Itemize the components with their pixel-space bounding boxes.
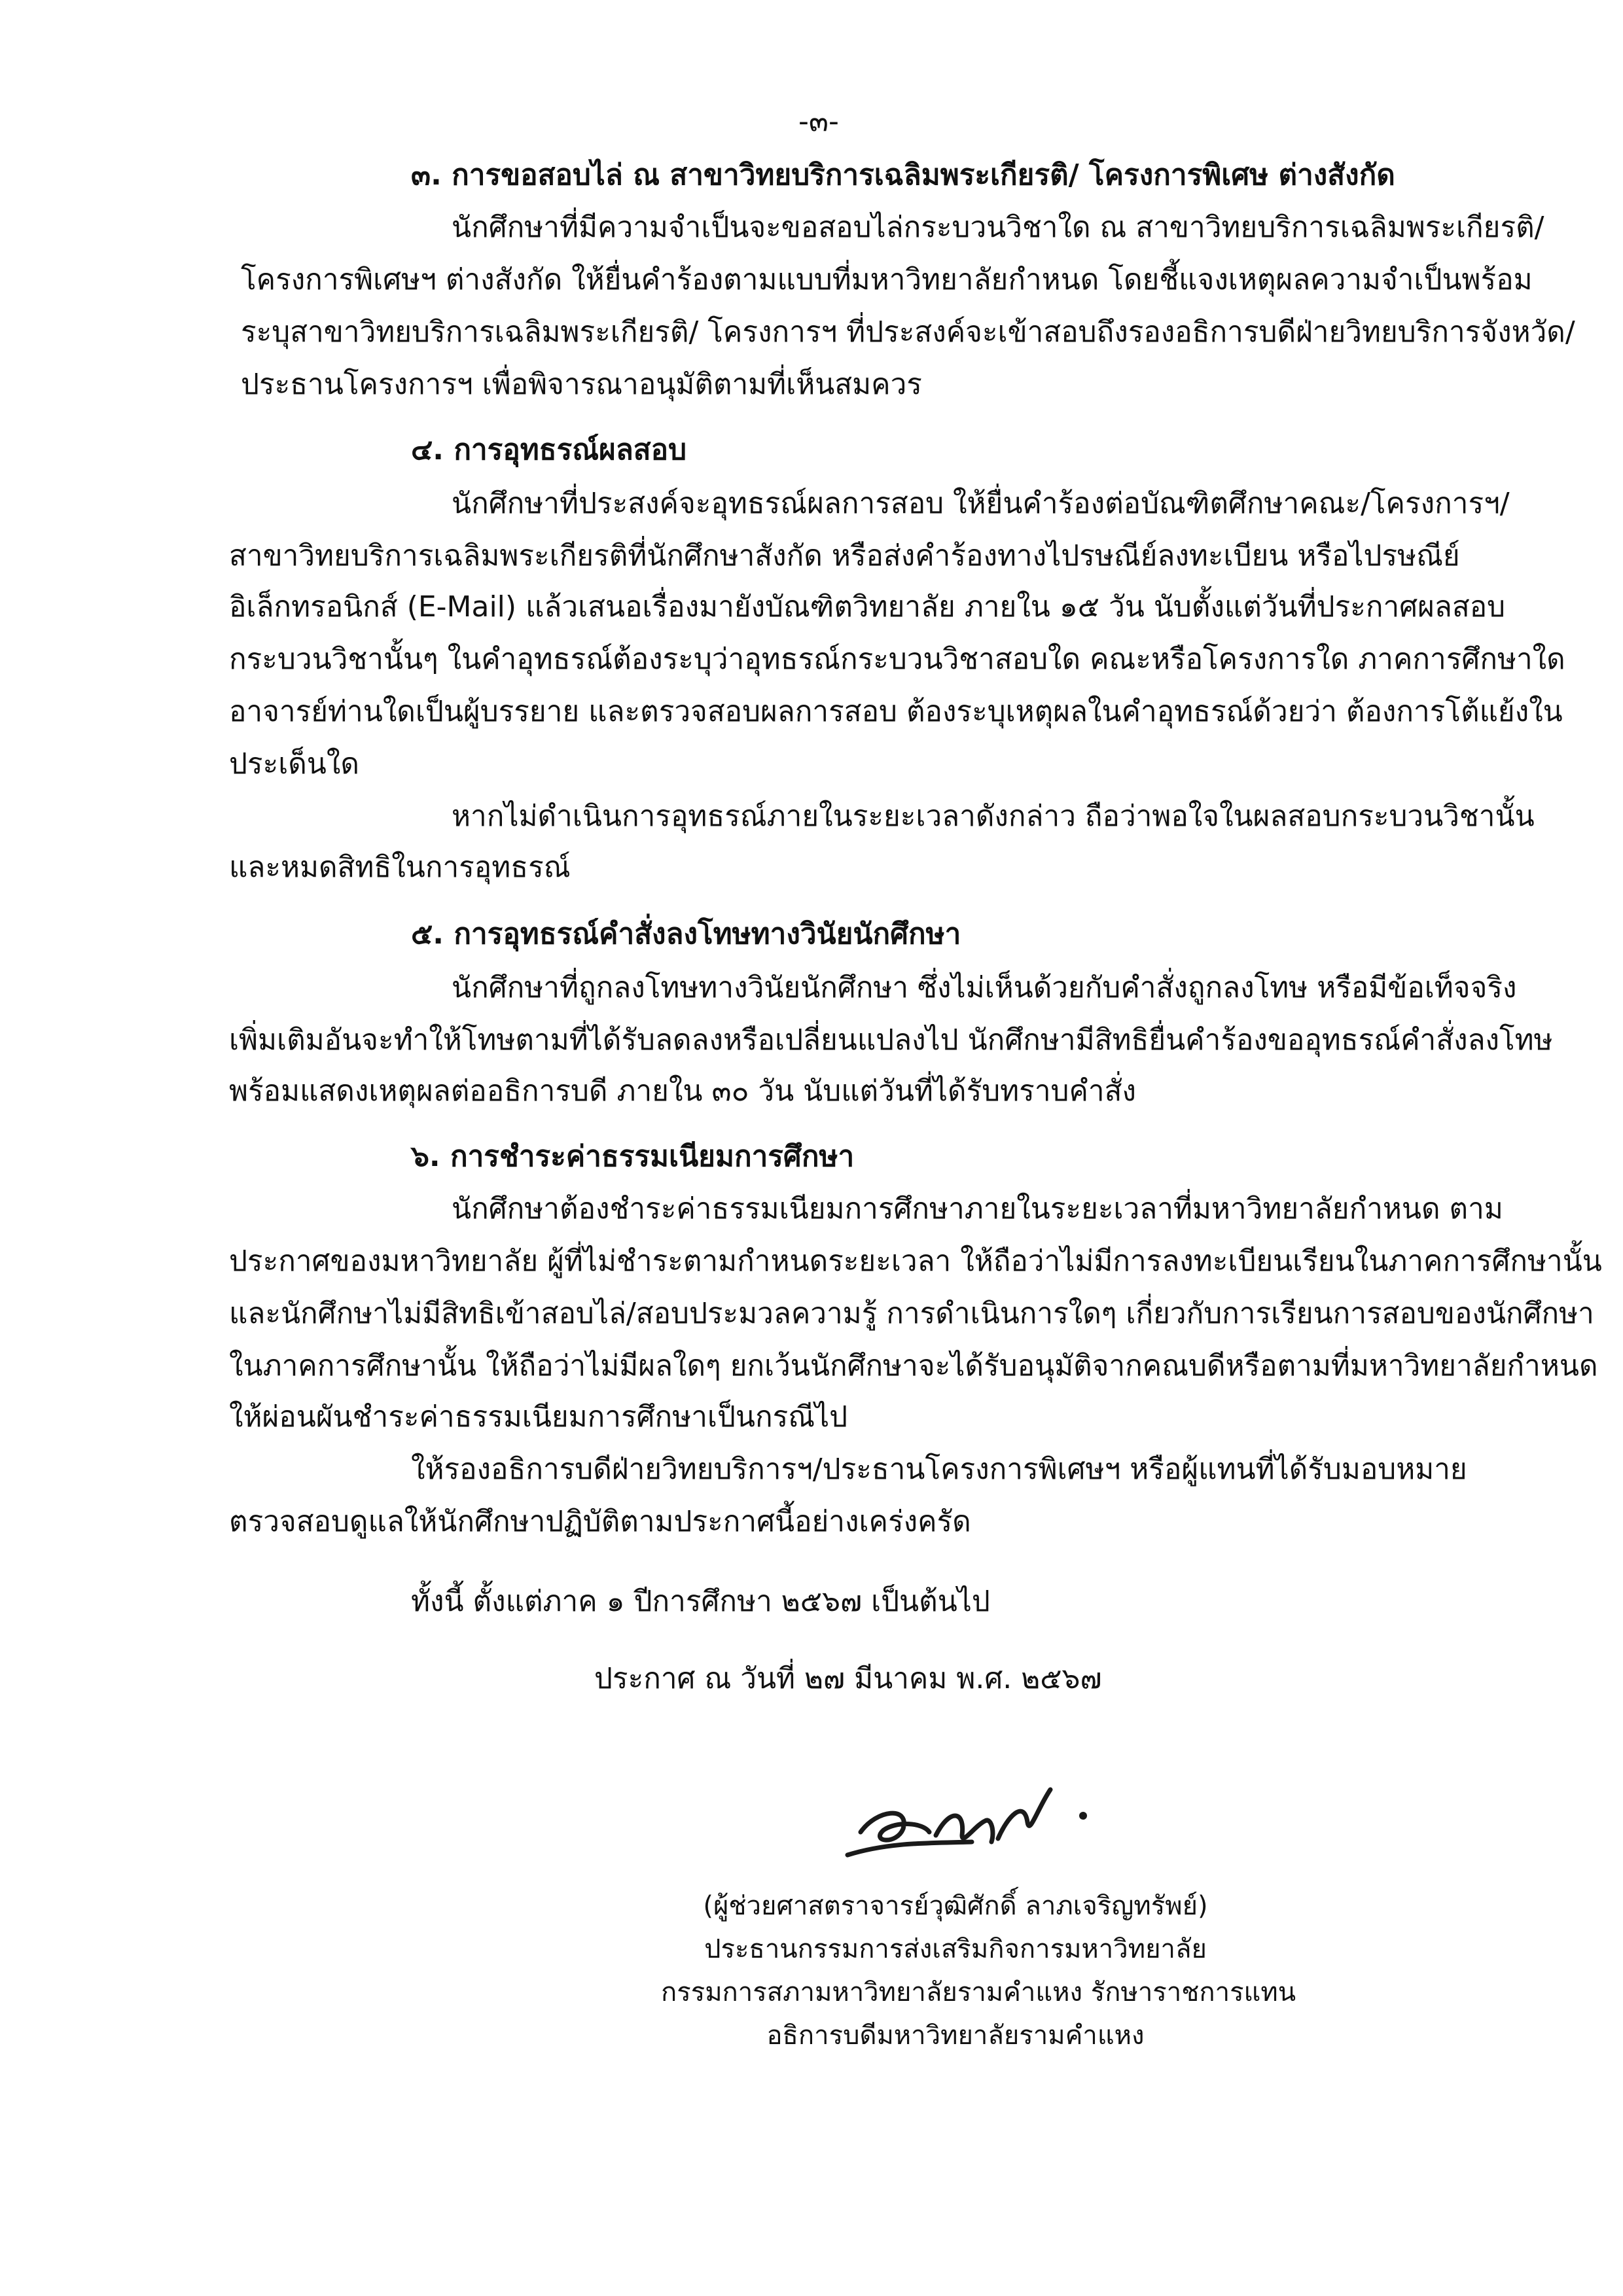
signatory-position-2: กรรมการสภามหาวิทยาลัยรามคำแหง รักษาราชการแทน — [661, 1977, 1296, 2007]
section5-line-2: เพิ่มเติมอันจะทำให้โทษตามที่ได้รับลดลงหรือเปลี่ยนแปลงไป นักศึกษามีสิทธิยื่นคำร้องขออุทธรณ์คำสั่งลงโทษ — [229, 1023, 1553, 1057]
handwritten-signature — [831, 1770, 1126, 1868]
section6-line-1: นักศึกษาต้องชำระค่าธรรมเนียมการศึกษาภายในระยะเวลาที่มหาวิทยาลัยกำหนด ตาม — [452, 1192, 1503, 1226]
section4-line-8: และหมดสิทธิในการอุทธรณ์ — [229, 851, 571, 884]
signatory-block — [661, 1884, 1296, 2057]
section5-line-1: นักศึกษาที่ถูกลงโทษทางวินัยนักศึกษา ซึ่งไม่เห็นด้วยกับคำสั่งถูกลงโทษ หรือมีข้อเท็จจริง — [452, 971, 1517, 1004]
section6-heading: ๖. การชำระค่าธรรมเนียมการศึกษา — [411, 1140, 855, 1173]
section4-line-2: สาขาวิทยบริการเฉลิมพระเกียรติที่นักศึกษาสังกัด หรือส่งคำร้องทางไปรษณีย์ลงทะเบียน หรือไปรษณีย์ — [229, 539, 1460, 573]
section6-line-3: และนักศึกษาไม่มีสิทธิเข้าสอบไล่/สอบประมวลความรู้ การดำเนินการใดๆ เกี่ยวกับการเรียนการสอบของนักศึกษา — [229, 1297, 1594, 1330]
page-number: -๓- — [798, 105, 839, 138]
section3-heading: ๓. การขอสอบไล่ ณ สาขาวิทยบริการเฉลิมพระเกียรติ/ โครงการพิเศษ ต่างสังกัด — [411, 158, 1395, 192]
section4-line-6: ประเด็นใด — [229, 747, 359, 781]
section4-heading: ๔. การอุทธรณ์ผลสอบ — [411, 433, 687, 467]
section3-line-3: ระบุสาขาวิทยบริการเฉลิมพระเกียรติ/ โครงการฯ ที่ประสงค์จะเข้าสอบถึงรองอธิการบดีฝ่ายวิทยบริการจังหวัด/ — [241, 315, 1575, 349]
section4-line-4: กระบวนวิชานั้นๆ ในคำอุทธรณ์ต้องระบุว่าอุทธรณ์กระบวนวิชาสอบใด คณะหรือโครงการใด ภาคการศึกษาใด — [229, 643, 1565, 676]
section4-line-7: หากไม่ดำเนินการอุทธรณ์ภายในระยะเวลาดังกล่าว ถือว่าพอใจในผลสอบกระบวนวิชานั้น — [452, 800, 1535, 833]
closing-line-2: ตรวจสอบดูแลให้นักศึกษาปฏิบัติตามประกาศนี้อย่างเคร่งครัด — [229, 1505, 971, 1538]
section4-line-3: อิเล็กทรอนิกส์ (E-Mail) แล้วเสนอเรื่องมายังบัณฑิตวิทยาลัย ภายใน ๑๕ วัน นับตั้งแต่วันที่ประกาศผลสอบ — [229, 590, 1506, 624]
section3-line-2: โครงการพิเศษฯ ต่างสังกัด ให้ยื่นคำร้องตามแบบที่มหาวิทยาลัยกำหนด โดยชี้แจงเหตุผลความจำเป็นพร้อม — [241, 263, 1533, 296]
closing-line-1: ให้รองอธิการบดีฝ่ายวิทยบริการฯ/ประธานโครงการพิเศษฯ หรือผู้แทนที่ได้รับมอบหมาย — [411, 1453, 1467, 1486]
signatory-position-1: ประธานกรรมการส่งเสริมกิจการมหาวิทยาลัย — [704, 1934, 1207, 1964]
section3-line-4: ประธานโครงการฯ เพื่อพิจารณาอนุมัติตามที่เห็นสมควร — [241, 368, 922, 401]
effective-date: ทั้งนี้ ตั้งแต่ภาค ๑ ปีการศึกษา ๒๕๖๗ เป็นต้นไป — [411, 1585, 990, 1618]
section4-line-5: อาจารย์ท่านใดเป็นผู้บรรยาย และตรวจสอบผลการสอบ ต้องระบุเหตุผลในคำอุทธรณ์ด้วยว่า ต้องการโต้แย้งใน — [229, 695, 1563, 728]
section4-line-1: นักศึกษาที่ประสงค์จะอุทธรณ์ผลการสอบ ให้ยื่นคำร้องต่อบัณฑิตศึกษาคณะ/โครงการฯ/ — [452, 487, 1510, 520]
section3-line-1: นักศึกษาที่มีความจำเป็นจะขอสอบไล่กระบวนวิชาใด ณ สาขาวิทยบริการเฉลิมพระเกียรติ/ — [452, 211, 1544, 244]
announcement-date: ประกาศ ณ วันที่ ๒๗ มีนาคม พ.ศ. ๒๕๖๗ — [594, 1662, 1102, 1695]
signatory-position-3: อธิการบดีมหาวิทยาลัยรามคำแหง — [766, 2021, 1145, 2051]
section6-line-5: ให้ผ่อนผันชำระค่าธรรมเนียมการศึกษาเป็นกรณีไป — [229, 1400, 848, 1434]
section6-line-4: ในภาคการศึกษานั้น ให้ถือว่าไม่มีผลใดๆ ยกเว้นนักศึกษาจะได้รับอนุมัติจากคณบดีหรือตามที่มหาวิทยาลัยกำหนด — [229, 1349, 1598, 1383]
section6-line-2: ประกาศของมหาวิทยาลัย ผู้ที่ไม่ชำระตามกำหนดระยะเวลา ให้ถือว่าไม่มีการลงทะเบียนเรียนในภาคการศึกษานั้น — [229, 1245, 1602, 1278]
section5-line-3: พร้อมแสดงเหตุผลต่ออธิการบดี ภายใน ๓๐ วัน นับแต่วันที่ได้รับทราบคำสั่ง — [229, 1074, 1136, 1108]
section5-heading: ๕. การอุทธรณ์คำสั่งลงโทษทางวินัยนักศึกษา — [411, 917, 961, 951]
signatory-name: (ผู้ช่วยศาสตราจารย์วุฒิศักดิ์ ลาภเจริญทรัพย์) — [703, 1891, 1208, 1921]
